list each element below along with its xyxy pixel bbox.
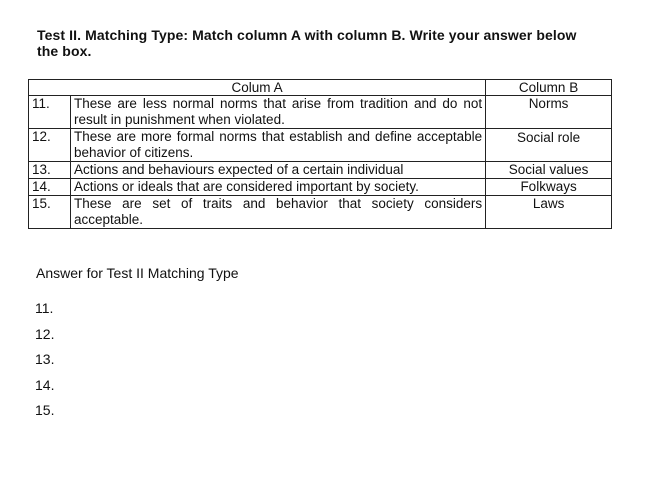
table-row [29,179,612,196]
item-number: 14. [29,179,71,196]
column-b-term: Folkways [486,179,612,196]
test-instructions: Test II. Matching Type: Match column A with column B. Write your answer below the box. [37,27,577,59]
answer-item: 12. [35,325,55,342]
item-description: Actions and behaviours expected of a certain individual [70,162,485,179]
column-b-header: Column B [486,80,612,96]
table-header-row [29,80,612,96]
item-number: 12. [29,129,71,162]
table-row [29,162,612,179]
table-row [29,129,612,162]
matching-table [28,79,612,229]
answer-section-heading: Answer for Test II Matching Type [36,265,239,281]
table-row [29,96,612,129]
answer-list [35,300,54,428]
item-number: 13. [29,162,71,179]
answer-item: 11. [35,300,54,316]
answer-item: 14. [35,376,55,393]
column-b-term: Laws [486,196,612,229]
item-number: 11. [29,96,71,129]
column-b-term: Social role [486,129,612,162]
column-b-term: Norms [486,96,612,129]
answer-item: 15. [35,402,55,418]
column-b-term: Social values [486,162,612,179]
answer-item: 13. [35,351,55,367]
item-description: These are set of traits and behavior that society considers acceptable. [70,196,485,229]
column-a-header: Colum A [29,80,486,96]
item-description: Actions or ideals that are considered important by society. [70,179,485,196]
table-row [29,196,612,229]
item-description: These are more formal norms that establish and define acceptable behavior of citizens. [70,129,485,162]
item-number: 15. [29,196,71,229]
item-description: These are less normal norms that arise from tradition and do not result in punishment when violated. [70,96,485,129]
